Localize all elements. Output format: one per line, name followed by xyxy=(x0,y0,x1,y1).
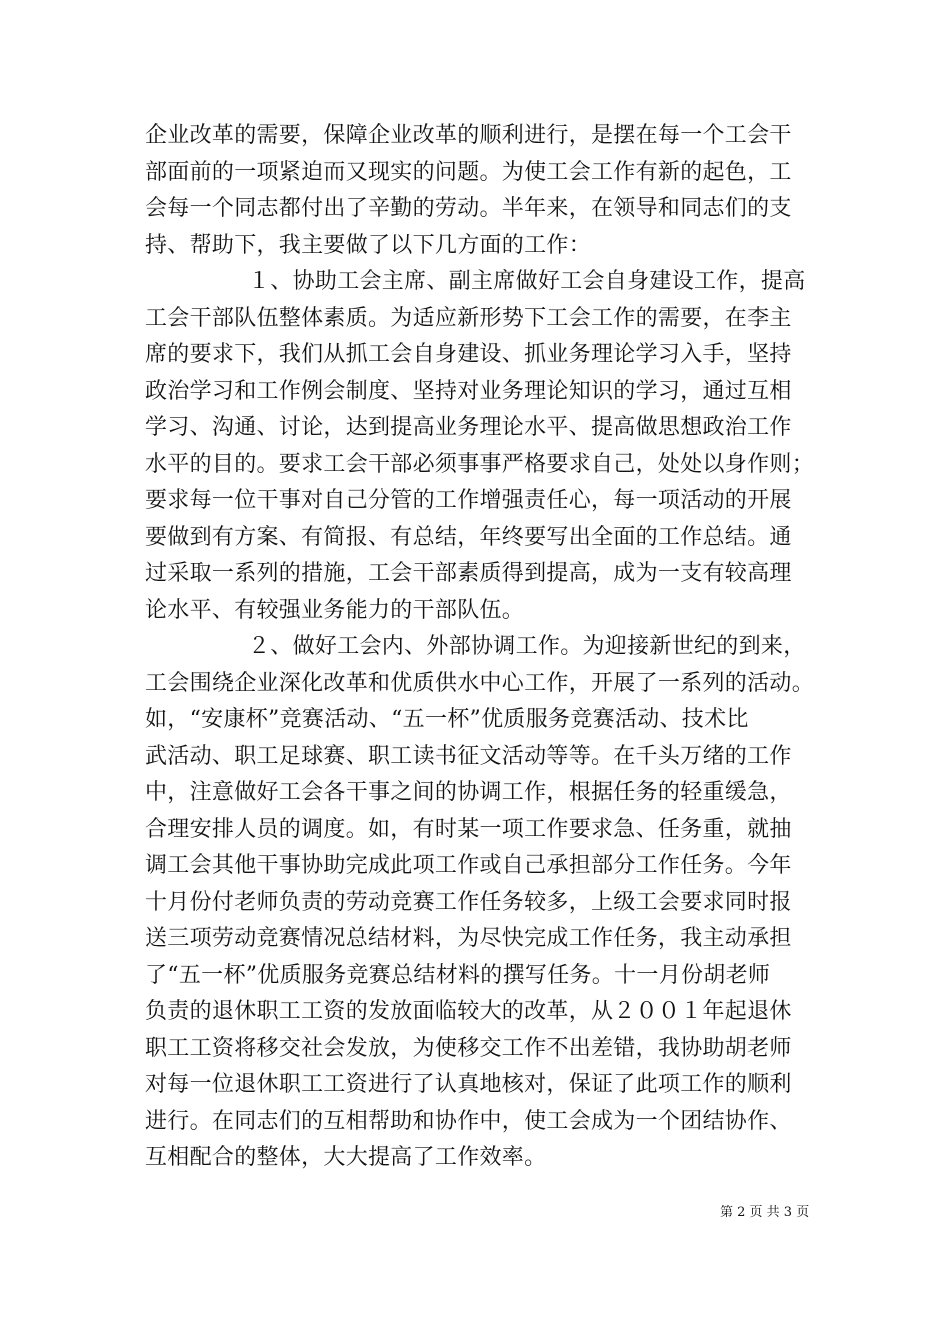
text-line: 十月份付老师负责的劳动竞赛工作任务较多，上级工会要求同时报 xyxy=(145,889,792,915)
text-line: 水平的目的。要求工会干部必须事事严格要求自己，处处以身作则； xyxy=(145,451,815,477)
text-line: 持、帮助下，我主要做了以下几方面的工作： xyxy=(145,232,592,258)
text-line: 席的要求下，我们从抓工会自身建设、抓业务理论学习入手，坚持 xyxy=(145,342,792,367)
text-line: 职工工资将移交社会发放，为使移交工作不出差错，我协助胡老师 xyxy=(145,1035,792,1061)
text-line: 学习、沟通、讨论，达到提高业务理论水平、提高做思想政治工作 xyxy=(145,415,792,440)
text-line: 武活动、职工足球赛、职工读书征文活动等等。在千头万绪的工作 xyxy=(145,743,792,769)
text-line: 过采取一系列的措施，工会干部素质得到提高，成为一支有较高理 xyxy=(145,561,792,586)
text-line: 中，注意做好工会各干事之间的协调工作，根据任务的轻重缓急， xyxy=(145,780,792,805)
text-line: 工会围绕企业深化改革和优质供水中心工作，开展了一系列的活动。 xyxy=(145,670,815,696)
text-line: 对每一位退休职工工资进行了认真地核对，保证了此项工作的顺利 xyxy=(145,1072,792,1097)
text-line: 要做到有方案、有简报、有总结，年终要写出全面的工作总结。通 xyxy=(145,524,792,550)
text-line: 互相配合的整体，大大提高了工作效率。 xyxy=(145,1145,547,1170)
text-line: 企业改革的需要，保障企业改革的顺利进行，是摆在每一个工会干 xyxy=(145,123,792,148)
body-text xyxy=(145,118,815,1177)
text-line: 合理安排人员的调度。如，有时某一项工作要求急、任务重，就抽 xyxy=(145,816,792,842)
text-line: 了“五一杯”优质服务竞赛总结材料的撰写任务。十一月份胡老师 xyxy=(145,962,771,988)
page-number-footer: 第 2 页 共 3 页 xyxy=(720,1205,810,1220)
text-line: 工会干部队伍整体素质。为适应新形势下工会工作的需要，在李主 xyxy=(145,305,792,331)
text-line: 论水平、有较强业务能力的干部队伍。 xyxy=(145,597,525,623)
text-line: 进行。在同志们的互相帮助和协作中，使工会成为一个团结协作、 xyxy=(145,1108,792,1134)
text-line: 调工会其他干事协助完成此项工作或自己承担部分工作任务。今年 xyxy=(145,853,792,878)
text-line: 部面前的一项紧迫而又现实的问题。为使工会工作有新的起色，工 xyxy=(145,159,792,185)
paragraph-1-start: １、协助工会主席、副主席做好工会自身建设工作，提高 xyxy=(248,269,806,294)
text-line: 政治学习和工作例会制度、坚持对业务理论知识的学习，通过互相 xyxy=(145,378,792,404)
paragraph-2-start: ２、做好工会内、外部协调工作。为迎接新世纪的到来， xyxy=(248,634,806,659)
text-line: 会每一个同志都付出了辛勤的劳动。半年来，在领导和同志们的支 xyxy=(145,196,792,221)
text-line: 送三项劳动竞赛情况总结材料，为尽快完成工作任务，我主动承担 xyxy=(145,926,792,951)
text-line: 要求每一位干事对自己分管的工作增强责任心，每一项活动的开展 xyxy=(145,488,792,513)
text-line: 如，“安康杯”竞赛活动、“五一杯”优质服务竞赛活动、技术比 xyxy=(145,707,749,732)
text-line: 负责的退休职工工资的发放面临较大的改革，从２００１年起退休 xyxy=(145,999,792,1024)
